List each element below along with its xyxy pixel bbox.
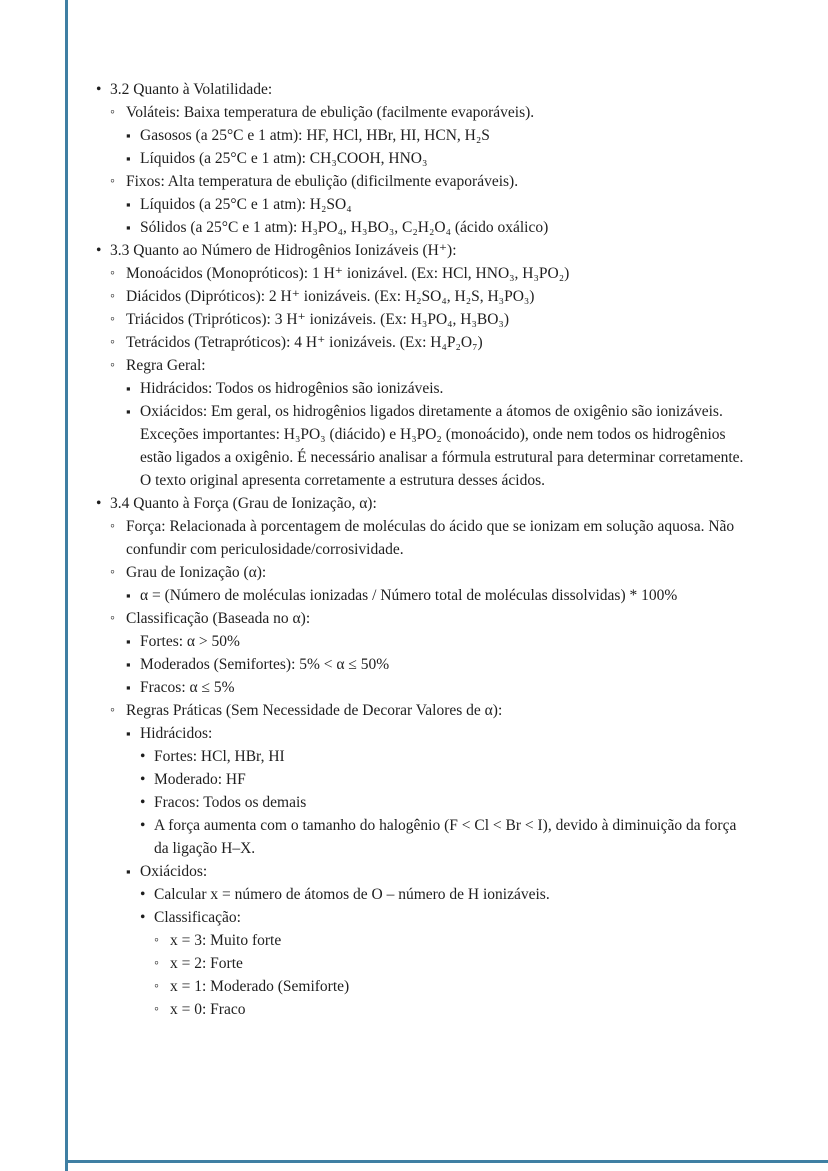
list-item-text: Gasosos (a 25°C e 1 atm): HF, HCl, HBr, HI, HCN, H₂S [140,127,490,144]
list-item [140,745,746,768]
bullet-marker: • [140,909,146,926]
bullet-marker: • [140,748,146,765]
list-item-text: Classificação (Baseada no α): [126,610,311,627]
list-item-text: Triácidos (Tripróticos): 3 H⁺ ionizáveis. (Ex: H₃PO₄, H₃BO₃) [126,311,509,328]
list-item [126,630,746,653]
list-item-text: x = 2: Forte [170,955,243,972]
bullet-marker: • [96,242,102,259]
list-item-text: Moderados (Semifortes): 5% < α ≤ 50% [140,656,390,673]
list-item-text: Grau de Ionização (α): [126,564,267,581]
list-item [110,607,746,699]
list-item-text: A força aumenta com o tamanho do halogênio (F < Cl < Br < I), devido à diminuição da força da ligação H–X. [154,817,737,857]
list-item-text: Fortes: α > 50% [140,633,240,650]
list-item-text: Voláteis: Baixa temperatura de ebulição (facilmente evaporáveis). [126,104,535,121]
list-item [110,308,746,331]
bullet-marker: ◦ [110,105,115,120]
list-item [96,239,746,492]
list-item [110,170,746,239]
bullet-marker: ◦ [110,565,115,580]
list-item [126,147,746,170]
list-item-text: Hidrácidos: [140,725,213,742]
bullet-marker: ▪ [126,726,131,741]
list-item-text: Regra Geral: [126,357,206,374]
list-item-text: Monoácidos (Monopróticos): 1 H⁺ ionizável. (Ex: HCl, HNO₃, H₃PO₂) [126,265,570,282]
list-item-text: Líquidos (a 25°C e 1 atm): CH₃COOH, HNO₃ [140,150,428,167]
list-item-text: Classificação: [154,909,241,926]
list-item-text: Regras Práticas (Sem Necessidade de Decorar Valores de α): [126,702,503,719]
list-item-text: x = 3: Muito forte [170,932,282,949]
list-item [126,722,746,860]
bullet-marker: • [140,771,146,788]
list-item [154,929,746,952]
list-item [126,400,746,492]
document-body [96,78,746,1021]
list-item [140,768,746,791]
list-item-text: Oxiácidos: [140,863,208,880]
list-item-text: Fortes: HCl, HBr, HI [154,748,285,765]
bullet-marker: ▪ [126,220,131,235]
list-item-text: α = (Número de moléculas ionizadas / Número total de moléculas dissolvidas) * 100% [140,587,678,604]
list-item [96,492,746,1021]
bullet-marker: ▪ [126,864,131,879]
list-item-text: x = 1: Moderado (Semiforte) [170,978,350,995]
bullet-marker: ◦ [110,703,115,718]
bullet-marker: ▪ [126,657,131,672]
bullet-marker: ▪ [126,404,131,419]
bullet-marker: • [140,886,146,903]
list-item [110,331,746,354]
list-item-text: Fixos: Alta temperatura de ebulição (dificilmente evaporáveis). [126,173,519,190]
bullet-marker: ◦ [154,1002,159,1017]
list-item [110,354,746,492]
list-item [110,101,746,170]
bullet-marker: ◦ [110,289,115,304]
list-item [154,975,746,998]
bullet-marker: ▪ [126,128,131,143]
bullet-marker: ◦ [110,335,115,350]
bullet-marker: ◦ [110,611,115,626]
list-item [126,584,746,607]
list-item [140,906,746,1021]
list-item-text: Moderado: HF [154,771,246,788]
list-item-text: Oxiácidos: Em geral, os hidrogênios ligados diretamente a átomos de oxigênio são ionizáveis. Exceções importantes: H₃PO₃ (diácido) e H₃PO₂ (monoácido), onde nem todos os hidrogênios estão ligados a oxigênio. É necessário analisar a fórmula estrutural para determinar corretamente. O texto original apresenta corretamente a estrutura desses ácidos. [140,403,744,489]
list-item [110,699,746,1021]
bullet-marker: ◦ [110,519,115,534]
bullet-marker: ▪ [126,634,131,649]
list-item-text: 3.2 Quanto à Volatilidade: [110,81,273,98]
list-item-text: Hidrácidos: Todos os hidrogênios são ionizáveis. [140,380,444,397]
list-item [126,216,746,239]
list-item [126,860,746,1021]
bullet-marker: ◦ [154,979,159,994]
bullet-marker: ▪ [126,197,131,212]
list-item [110,561,746,607]
bullet-marker: ◦ [154,956,159,971]
bullet-marker: ▪ [126,588,131,603]
list-item [140,791,746,814]
bullet-marker: ▪ [126,381,131,396]
list-item-text: Tetrácidos (Tetrapróticos): 4 H⁺ ionizáveis. (Ex: H₄P₂O₇) [126,334,483,351]
bullet-marker: ◦ [110,266,115,281]
list-item [126,193,746,216]
list-item-text: 3.4 Quanto à Força (Grau de Ionização, α): [110,495,377,512]
list-item [126,653,746,676]
page-border-left [65,0,68,1171]
bullet-marker: ▪ [126,680,131,695]
list-item-text: Fracos: Todos os demais [154,794,307,811]
list-item [154,952,746,975]
list-item-text: 3.3 Quanto ao Número de Hidrogênios Ionizáveis (H⁺): [110,242,457,259]
list-item [110,285,746,308]
bullet-marker: • [140,817,146,834]
list-item [110,515,746,561]
bullet-marker: • [140,794,146,811]
bullet-marker: ◦ [110,312,115,327]
list-item [126,124,746,147]
list-item [126,377,746,400]
bullet-marker: ◦ [110,358,115,373]
list-item [140,814,746,860]
page-border-bottom [65,1160,828,1163]
list-item [110,262,746,285]
list-item-text: Calcular x = número de átomos de O – número de H ionizáveis. [154,886,550,903]
bullet-marker: ◦ [154,933,159,948]
list-item-text: Líquidos (a 25°C e 1 atm): H₂SO₄ [140,196,352,213]
list-item [140,883,746,906]
list-item-text: x = 0: Fraco [170,1001,246,1018]
list-item [126,676,746,699]
bullet-marker: • [96,81,102,98]
bullet-marker: ▪ [126,151,131,166]
bullet-marker: ◦ [110,174,115,189]
list-item [96,78,746,239]
list-item-text: Sólidos (a 25°C e 1 atm): H₃PO₄, H₃BO₃, C₂H₂O₄ (ácido oxálico) [140,219,549,236]
list-item-text: Fracos: α ≤ 5% [140,679,235,696]
list-item-text: Diácidos (Dipróticos): 2 H⁺ ionizáveis. (Ex: H₂SO₄, H₂S, H₃PO₃) [126,288,535,305]
bullet-marker: • [96,495,102,512]
list-item [154,998,746,1021]
list-item-text: Força: Relacionada à porcentagem de moléculas do ácido que se ionizam em solução aquosa. Não confundir com periculosidade/corrosividade. [126,518,735,558]
